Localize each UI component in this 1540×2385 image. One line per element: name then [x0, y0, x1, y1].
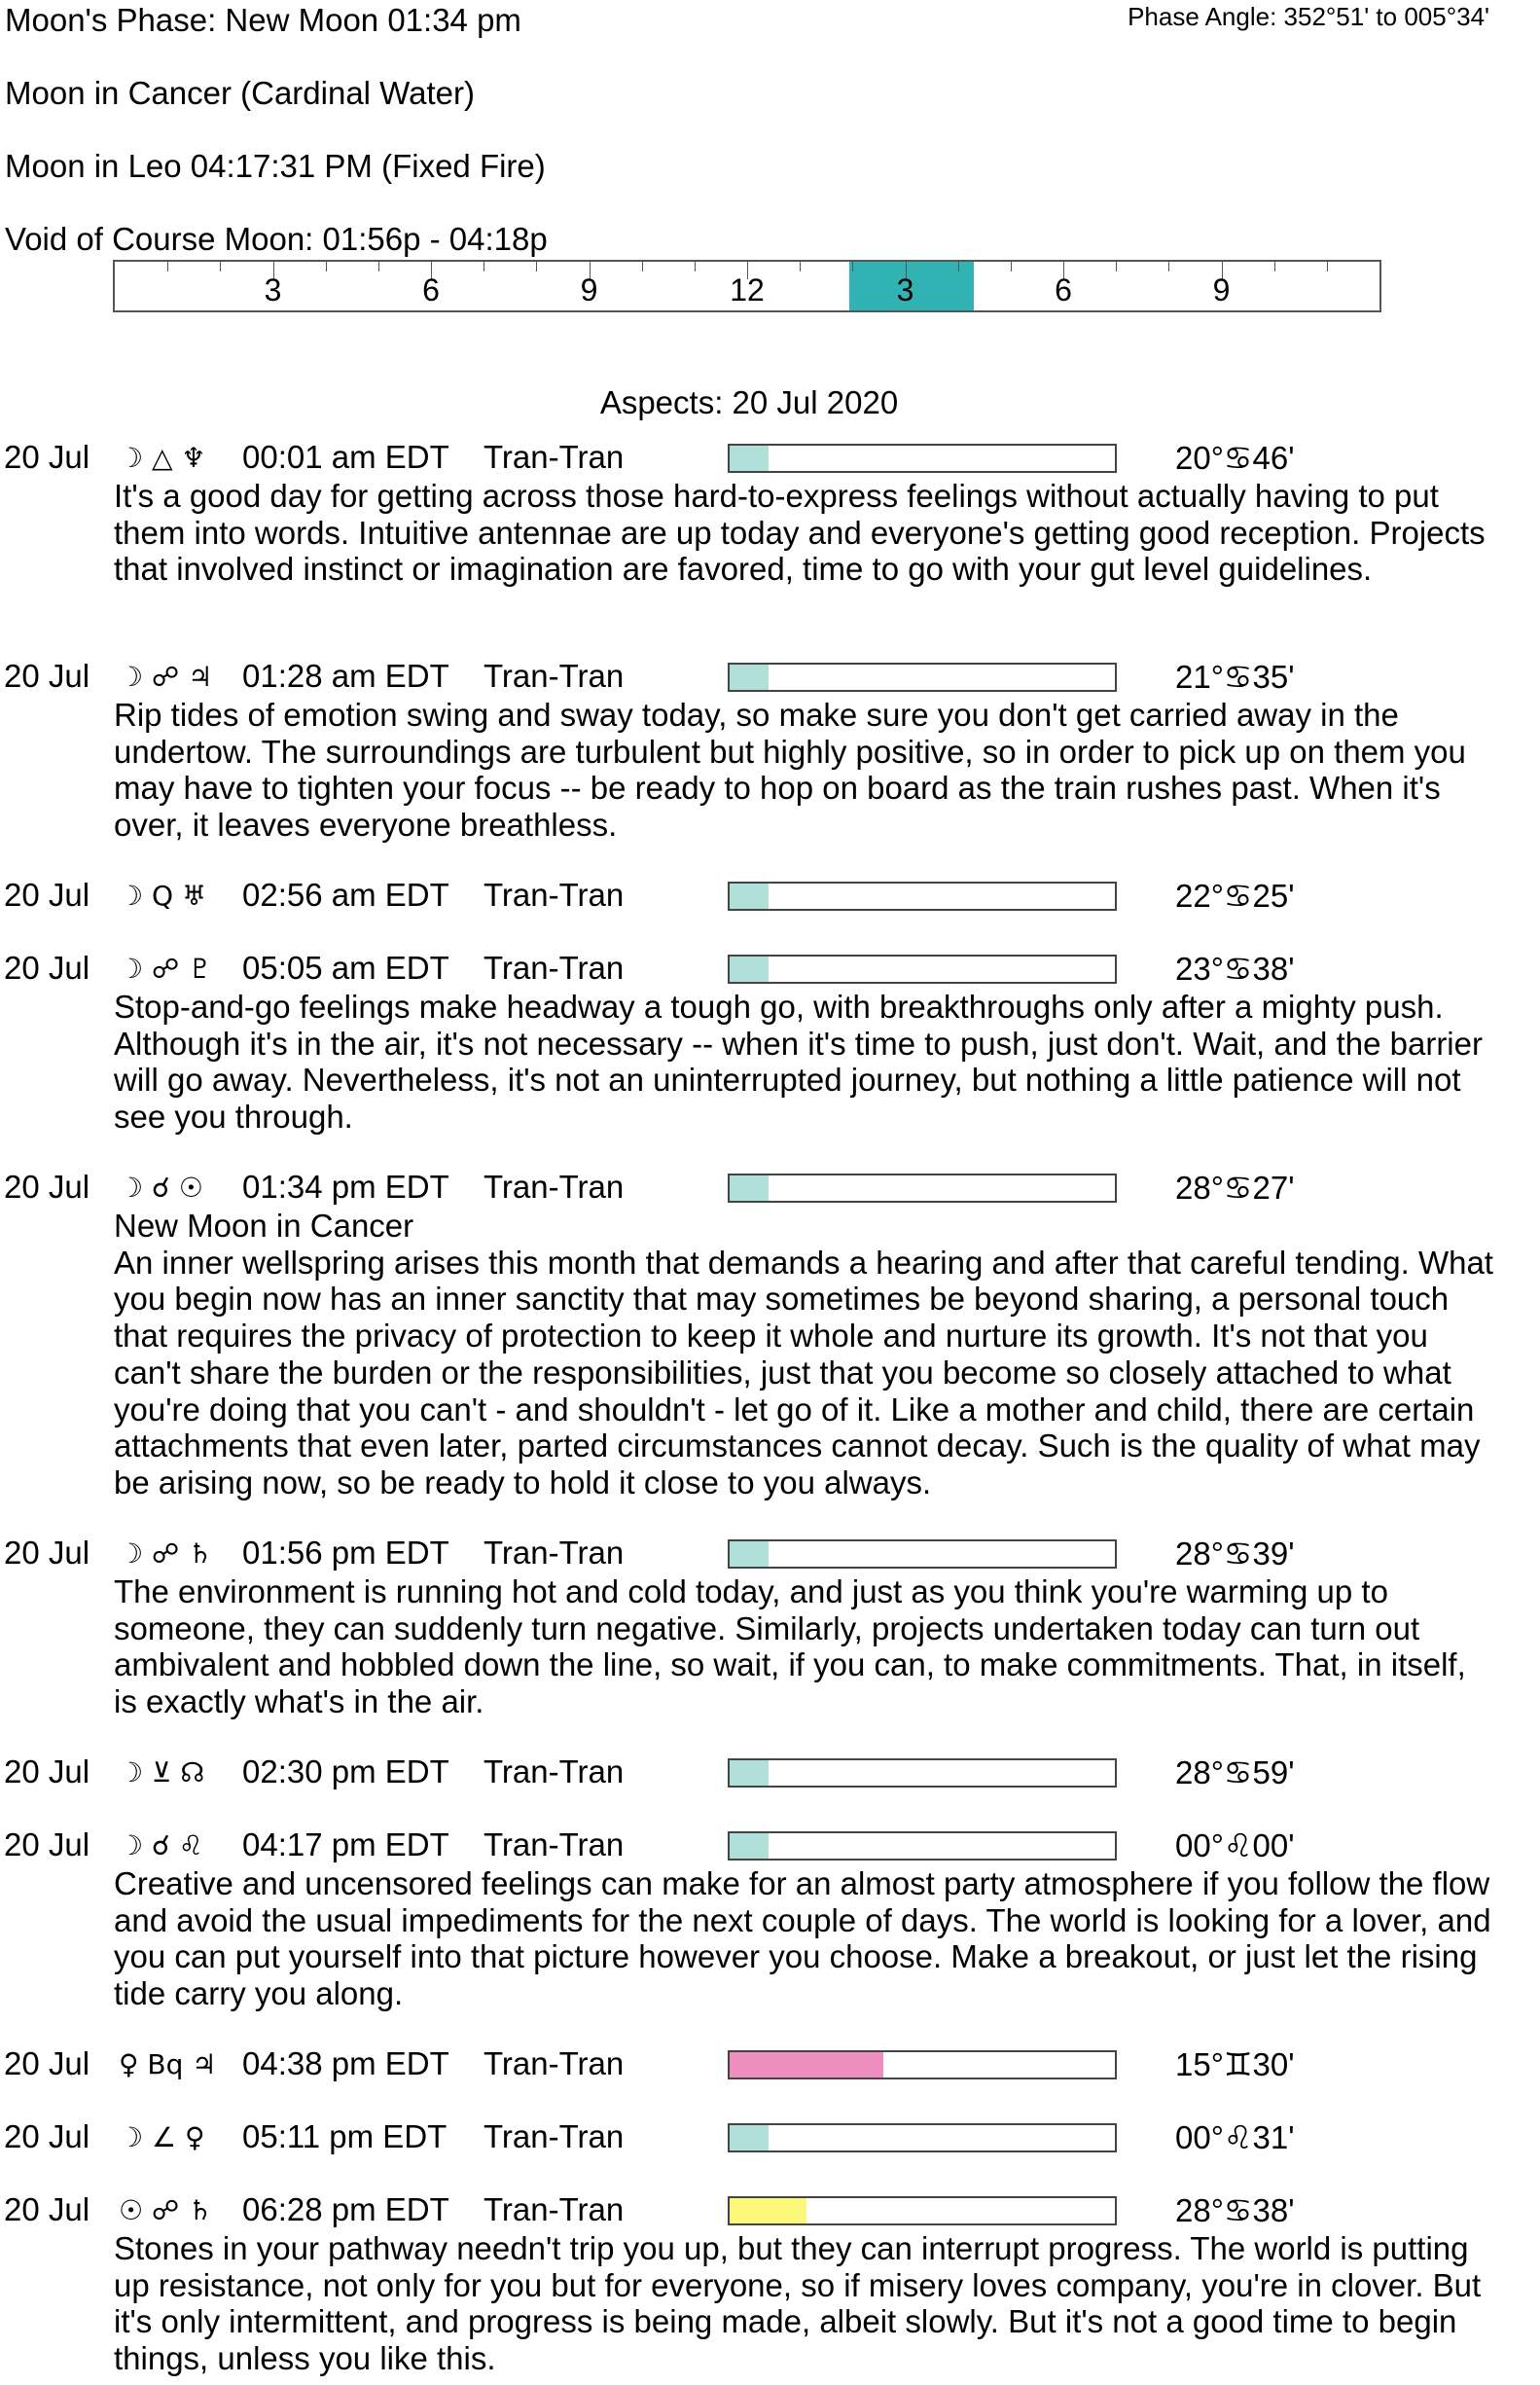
aspect-description: Creative and uncensored feelings can make for an almost party atmosphere if you follow the flow and avoid the usual impediments for the next couple of days. The world is looking for a lover, and you can put yourself into that picture however you choose. Make a breakout, or just let the rising tide carry you along.: [114, 1865, 1491, 2012]
aspect-text: [114, 1208, 1495, 1501]
timeline-tick: [536, 262, 537, 271]
aspect-strength-bar: [728, 882, 1117, 911]
aspect-entry: [0, 658, 1540, 844]
aspect-strength-fill: [730, 2198, 806, 2223]
moon-sign-2: Moon in Leo 04:17:31 PM (Fixed Fire): [5, 148, 546, 184]
aspect-date: 20 Jul: [4, 1169, 90, 1205]
timeline-tick: [483, 262, 484, 271]
aspect-row: [0, 2045, 1540, 2084]
aspect-date: 20 Jul: [4, 2118, 90, 2154]
aspect-degree: 21°♋35': [1175, 659, 1295, 695]
aspect-entry: [0, 2045, 1540, 2084]
aspect-glyphs: ♀ Bq ♃: [119, 2048, 217, 2080]
aspect-kind: Tran-Tran: [483, 877, 625, 913]
aspect-entry: [0, 1535, 1540, 1720]
aspect-row: [0, 658, 1540, 697]
void-of-course-timeline: [113, 260, 1381, 312]
aspect-time: 01:28 am EDT: [242, 658, 449, 694]
aspects-title: Aspects: 20 Jul 2020: [599, 384, 899, 420]
aspect-time: 05:05 am EDT: [242, 950, 449, 986]
aspect-glyphs: ☽ ⊻ ☊: [119, 1756, 205, 1789]
aspect-kind: Tran-Tran: [483, 658, 625, 694]
aspect-strength-bar: [728, 955, 1117, 984]
aspect-strength-fill: [730, 1833, 769, 1859]
aspect-strength-bar: [728, 2050, 1117, 2079]
timeline-label: 3: [896, 272, 914, 307]
aspect-glyphs: ☽ ☍ ♄: [119, 1537, 213, 1570]
aspect-row: [0, 950, 1540, 989]
aspect-kind: Tran-Tran: [483, 2191, 625, 2227]
timeline-tick: [220, 262, 221, 271]
aspect-strength-fill: [730, 884, 769, 909]
aspect-date: 20 Jul: [4, 1826, 90, 1862]
aspect-entry: [0, 1169, 1540, 1501]
aspect-description: Rip tides of emotion swing and sway today, so make sure you don't get carried away in the undertow. The surroundings are turbulent but highly positive, so in order to pick up on them you may have to tighten your focus -- be ready to hop on board as the train rushes past. When it's over, it leaves everyone breathless.: [114, 697, 1466, 844]
moon-phase: Moon's Phase: New Moon 01:34 pm: [5, 2, 521, 38]
aspect-glyphs: ☽ ☌ ♌: [119, 1829, 203, 1861]
aspect-strength-bar: [728, 444, 1117, 473]
aspect-row: [0, 1535, 1540, 1573]
aspect-time: 04:17 pm EDT: [242, 1826, 449, 1862]
aspect-degree: 28°♋39': [1175, 1536, 1295, 1572]
aspect-entry: [0, 877, 1540, 916]
aspect-strength-bar: [728, 663, 1117, 692]
aspect-date: 20 Jul: [4, 1753, 90, 1789]
timeline-tick: [1274, 262, 1275, 271]
aspect-description: Stones in your pathway needn't trip you up, but they can interrupt progress. The world is putting up resistance, not only for you but for everyone, so if misery loves company, you're in clover. But it's only intermittent, and progress is being made, albeit slowly. But it's not a good time to begin things, unless you like this.: [114, 2230, 1482, 2377]
aspect-text: [114, 989, 1495, 1136]
aspect-entry: [0, 950, 1540, 1136]
timeline-tick: [852, 262, 853, 271]
aspect-time: 02:30 pm EDT: [242, 1753, 449, 1789]
timeline-tick: [1168, 262, 1169, 271]
aspect-degree: 00°♌31': [1175, 2119, 1295, 2155]
aspect-time: 01:34 pm EDT: [242, 1169, 449, 1205]
aspect-row: [0, 2118, 1540, 2157]
aspect-strength-bar: [728, 1831, 1117, 1861]
aspect-text: [114, 478, 1495, 588]
aspect-degree: 28°♋38': [1175, 2192, 1295, 2228]
aspect-row: [0, 2191, 1540, 2230]
timeline-label: 9: [1212, 272, 1231, 307]
aspect-date: 20 Jul: [4, 439, 90, 475]
aspect-degree: 20°♋46': [1175, 440, 1295, 476]
timeline-tick: [167, 262, 168, 271]
aspect-row: [0, 1169, 1540, 1208]
aspect-text: [114, 1865, 1495, 2012]
aspect-kind: Tran-Tran: [483, 2118, 625, 2154]
aspect-entry: [0, 2191, 1540, 2377]
aspect-date: 20 Jul: [4, 950, 90, 986]
aspect-glyphs: ☉ ☍ ♄: [119, 2194, 213, 2226]
timeline-label: 3: [264, 272, 282, 307]
aspect-strength-bar: [728, 1758, 1117, 1788]
aspect-glyphs: ☽ ☍ ♇: [119, 953, 213, 985]
aspect-row: [0, 1826, 1540, 1865]
aspect-date: 20 Jul: [4, 658, 90, 694]
aspect-glyphs: ☽ △ ♆: [119, 442, 206, 474]
aspect-row: [0, 1753, 1540, 1792]
timeline-tick: [1011, 262, 1012, 271]
aspect-time: 05:11 pm EDT: [242, 2118, 448, 2154]
aspect-text: [114, 697, 1495, 844]
aspect-kind: Tran-Tran: [483, 1169, 625, 1205]
aspect-strength-fill: [730, 1760, 769, 1786]
aspect-kind: Tran-Tran: [483, 439, 625, 475]
aspect-glyphs: ☽ Q ♅: [119, 880, 207, 912]
aspect-strength-fill: [730, 2052, 883, 2078]
aspect-time: 01:56 pm EDT: [242, 1535, 449, 1571]
aspect-time: 04:38 pm EDT: [242, 2045, 449, 2081]
aspect-entry: [0, 2118, 1540, 2157]
timeline-tick: [1327, 262, 1328, 271]
moon-sign-1: Moon in Cancer (Cardinal Water): [5, 75, 475, 111]
aspect-kind: Tran-Tran: [483, 1753, 625, 1789]
aspect-glyphs: ☽ ☍ ♃: [119, 661, 213, 693]
aspect-strength-bar: [728, 1539, 1117, 1569]
aspect-strength-fill: [730, 1175, 769, 1201]
timeline-label: 6: [422, 272, 440, 307]
aspect-row: [0, 877, 1540, 916]
timeline-tick: [695, 262, 696, 271]
aspect-kind: Tran-Tran: [483, 1826, 625, 1862]
aspect-kind: Tran-Tran: [483, 950, 625, 986]
timeline-label: 9: [580, 272, 598, 307]
aspect-date: 20 Jul: [4, 877, 90, 913]
timeline-tick: [378, 262, 379, 271]
aspect-degree: 15°♊30': [1175, 2046, 1295, 2082]
aspect-text: [114, 1573, 1495, 1720]
aspect-degree: 22°♋25': [1175, 878, 1295, 914]
aspect-strength-fill: [730, 2125, 769, 2150]
timeline-tick: [1116, 262, 1117, 271]
aspect-subtitle: New Moon in Cancer: [114, 1208, 414, 1244]
aspect-description: It's a good day for getting across those hard-to-express feelings without actually having to put them into words. Intuitive antennae are up today and everyone's getting good reception. Projects that involved instinct or imagination are favored, time to go with your gut level guidelines.: [114, 478, 1486, 588]
aspect-degree: 23°♋38': [1175, 951, 1295, 987]
aspect-degree: 28°♋59': [1175, 1754, 1295, 1790]
aspect-date: 20 Jul: [4, 2191, 90, 2227]
timeline-label: 6: [1055, 272, 1072, 307]
timeline-label: 12: [730, 272, 765, 307]
timeline-tick: [958, 262, 959, 271]
aspect-strength-bar: [728, 2123, 1117, 2152]
aspect-description: An inner wellspring arises this month that demands a hearing and after that careful tending. What you begin now has an inner sanctity that may sometimes be beyond sharing, a personal touch that requires the privacy of protection to keep it whole and nurture its growth. It's not that you can't share the burden or the responsibilities, just that you become so closely attached to what you're doing that you can't - and shouldn't - let go of it. Like a mother and child, there are certain attachments that even later, parted circumstances cannot decay. Such is the quality of what may be arising now, so be ready to hold it close to you always.: [114, 1244, 1493, 1500]
aspect-time: 02:56 am EDT: [242, 877, 449, 913]
phase-angle: Phase Angle: 352°51' to 005°34': [1128, 2, 1489, 31]
aspect-degree: 28°♋27': [1175, 1170, 1295, 1206]
aspect-strength-fill: [730, 665, 769, 690]
aspect-entry: [0, 439, 1540, 588]
aspect-time: 06:28 pm EDT: [242, 2191, 449, 2227]
timeline-tick: [642, 262, 643, 271]
aspect-time: 00:01 am EDT: [242, 439, 449, 475]
aspect-strength-fill: [730, 446, 769, 471]
aspect-description: Stop-and-go feelings make headway a tough go, with breakthroughs only after a mighty push. Although it's in the air, it's not necessary -- when it's time to push, just don't. Wait, and the barrier will go away. Nevertheless, it's not an uninterrupted journey, but nothing a little patience will not see you through.: [114, 989, 1483, 1136]
timeline-tick: [326, 262, 327, 271]
aspect-strength-bar: [728, 1174, 1117, 1203]
aspect-text: [114, 2230, 1495, 2377]
aspect-degree: 00°♌00': [1175, 1827, 1295, 1863]
aspect-strength-fill: [730, 1541, 769, 1567]
aspect-glyphs: ☽ ∠ ♀: [119, 2121, 205, 2153]
void-of-course: Void of Course Moon: 01:56p - 04:18p: [5, 221, 548, 257]
aspect-entry: [0, 1753, 1540, 1792]
aspect-glyphs: ☽ ☌ ☉: [119, 1172, 203, 1204]
aspect-strength-fill: [730, 957, 769, 982]
aspect-strength-bar: [728, 2196, 1117, 2225]
aspect-entry: [0, 1826, 1540, 2012]
aspect-kind: Tran-Tran: [483, 2045, 625, 2081]
aspect-row: [0, 439, 1540, 478]
aspect-date: 20 Jul: [4, 1535, 90, 1571]
aspect-date: 20 Jul: [4, 2045, 90, 2081]
timeline-tick: [800, 262, 801, 271]
aspect-description: The environment is running hot and cold today, and just as you think you're warming up to someone, they can suddenly turn negative. Similarly, projects undertaken today can turn out ambivalent and hobbled down the line, so wait, if you can, to make commitments. That, in itself, is exactly what's in the air.: [114, 1573, 1466, 1720]
aspect-kind: Tran-Tran: [483, 1535, 625, 1571]
